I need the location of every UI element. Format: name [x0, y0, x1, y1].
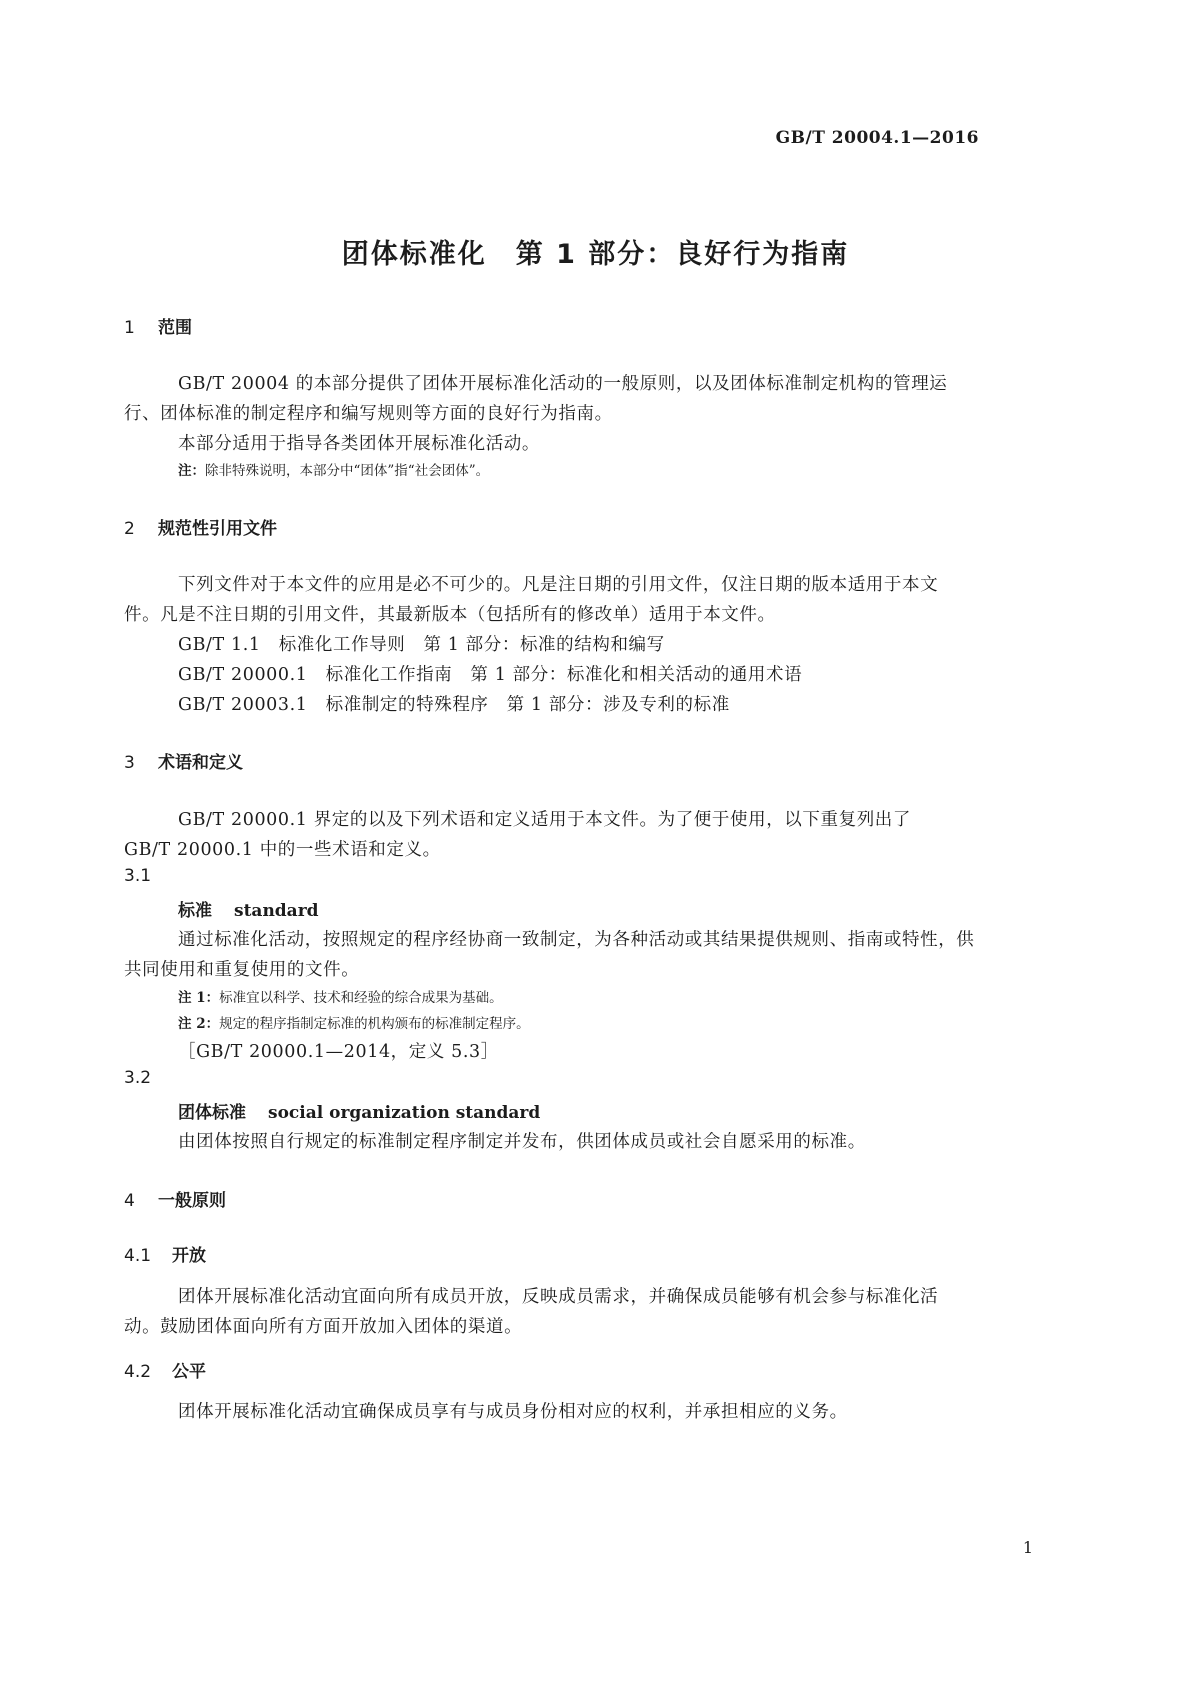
section-title: 规范性引用文件 — [158, 519, 277, 539]
note-text: 除非特殊说明，本部分中“团体”指“社会团体”。 — [205, 463, 490, 479]
subsection-title: 公平 — [172, 1362, 206, 1382]
note-label: 注 2： — [178, 1016, 220, 1032]
section-heading-terms — [124, 748, 243, 773]
section-title: 一般原则 — [158, 1191, 226, 1211]
reference-item: GB/T 20000.1 标准化工作指南 第 1 部分：标准化和相关活动的通用术语 — [178, 665, 803, 685]
section-title: 术语和定义 — [158, 753, 243, 773]
paragraph-line: 行、团体标准的制定程序和编写规则等方面的良好行为指南。 — [124, 404, 613, 424]
section-number: 1 — [124, 318, 135, 338]
document-title: 团体标准化 第 1 部分：良好行为指南 — [341, 239, 850, 270]
note — [178, 1012, 530, 1032]
note-text: 标准宜以科学、技术和经验的综合成果为基础。 — [219, 990, 503, 1006]
standard-number-header: GB/T 20004.1—2016 — [775, 128, 979, 148]
paragraph-line: 动。鼓励团体面向所有方面开放加入团体的渠道。 — [124, 1317, 523, 1337]
term-en: social organization standard — [268, 1103, 541, 1123]
term-source: ［GB/T 20000.1—2014，定义 5.3］ — [178, 1042, 499, 1062]
note — [178, 459, 489, 479]
note-text: 规定的程序指制定标准的机构颁布的标准制定程序。 — [219, 1016, 530, 1032]
subsection-heading-openness — [124, 1241, 206, 1266]
section-title: 范围 — [158, 318, 192, 338]
paragraph-line: 团体开展标准化活动宜面向所有成员开放，反映成员需求，并确保成员能够有机会参与标准化活 — [178, 1287, 939, 1307]
paragraph-line: GB/T 20004 的本部分提供了团体开展标准化活动的一般原则，以及团体标准制定机构的管理运 — [178, 374, 948, 394]
section-number: 4 — [124, 1191, 135, 1211]
paragraph-line: 件。凡是不注日期的引用文件，其最新版本（包括所有的修改单）适用于本文件。 — [124, 605, 776, 625]
paragraph-line: 本部分适用于指导各类团体开展标准化活动。 — [178, 434, 540, 454]
reference-item: GB/T 20003.1 标准制定的特殊程序 第 1 部分：涉及专利的标准 — [178, 695, 730, 715]
term-entry — [178, 896, 319, 921]
term-number: 3.2 — [124, 1068, 152, 1088]
paragraph-line: GB/T 20000.1 界定的以及下列术语和定义适用于本文件。为了便于使用，以下重复列出了 — [178, 810, 911, 830]
definition-line: 通过标准化活动，按照规定的程序经协商一致制定，为各种活动或其结果提供规则、指南或特性，供 — [178, 930, 975, 950]
term-zh: 团体标准 — [178, 1103, 246, 1123]
subsection-number: 4.2 — [124, 1362, 152, 1382]
term-number: 3.1 — [124, 866, 152, 886]
definition-line: 共同使用和重复使用的文件。 — [124, 960, 360, 980]
definition-line: 由团体按照自行规定的标准制定程序制定并发布，供团体成员或社会自愿采用的标准。 — [178, 1132, 866, 1152]
term-zh: 标准 — [178, 901, 212, 921]
note-label: 注： — [178, 463, 205, 479]
subsection-number: 4.1 — [124, 1246, 152, 1266]
paragraph-line: 团体开展标准化活动宜确保成员享有与成员身份相对应的权利，并承担相应的义务。 — [178, 1402, 848, 1422]
section-number: 2 — [124, 519, 135, 539]
section-heading-general-principles — [124, 1186, 226, 1211]
subsection-heading-fairness — [124, 1357, 206, 1382]
subsection-title: 开放 — [172, 1246, 206, 1266]
term-en: standard — [234, 901, 319, 921]
term-entry — [178, 1098, 540, 1123]
note — [178, 986, 503, 1006]
section-heading-normative-references — [124, 514, 277, 539]
paragraph-line: 下列文件对于本文件的应用是必不可少的。凡是注日期的引用文件，仅注日期的版本适用于本文 — [178, 575, 939, 595]
note-label: 注 1： — [178, 990, 220, 1006]
paragraph-line: GB/T 20000.1 中的一些术语和定义。 — [124, 840, 441, 860]
page-number: 1 — [1022, 1538, 1033, 1557]
reference-item: GB/T 1.1 标准化工作导则 第 1 部分：标准的结构和编写 — [178, 635, 665, 655]
section-number: 3 — [124, 753, 135, 773]
section-heading-scope — [124, 313, 192, 338]
